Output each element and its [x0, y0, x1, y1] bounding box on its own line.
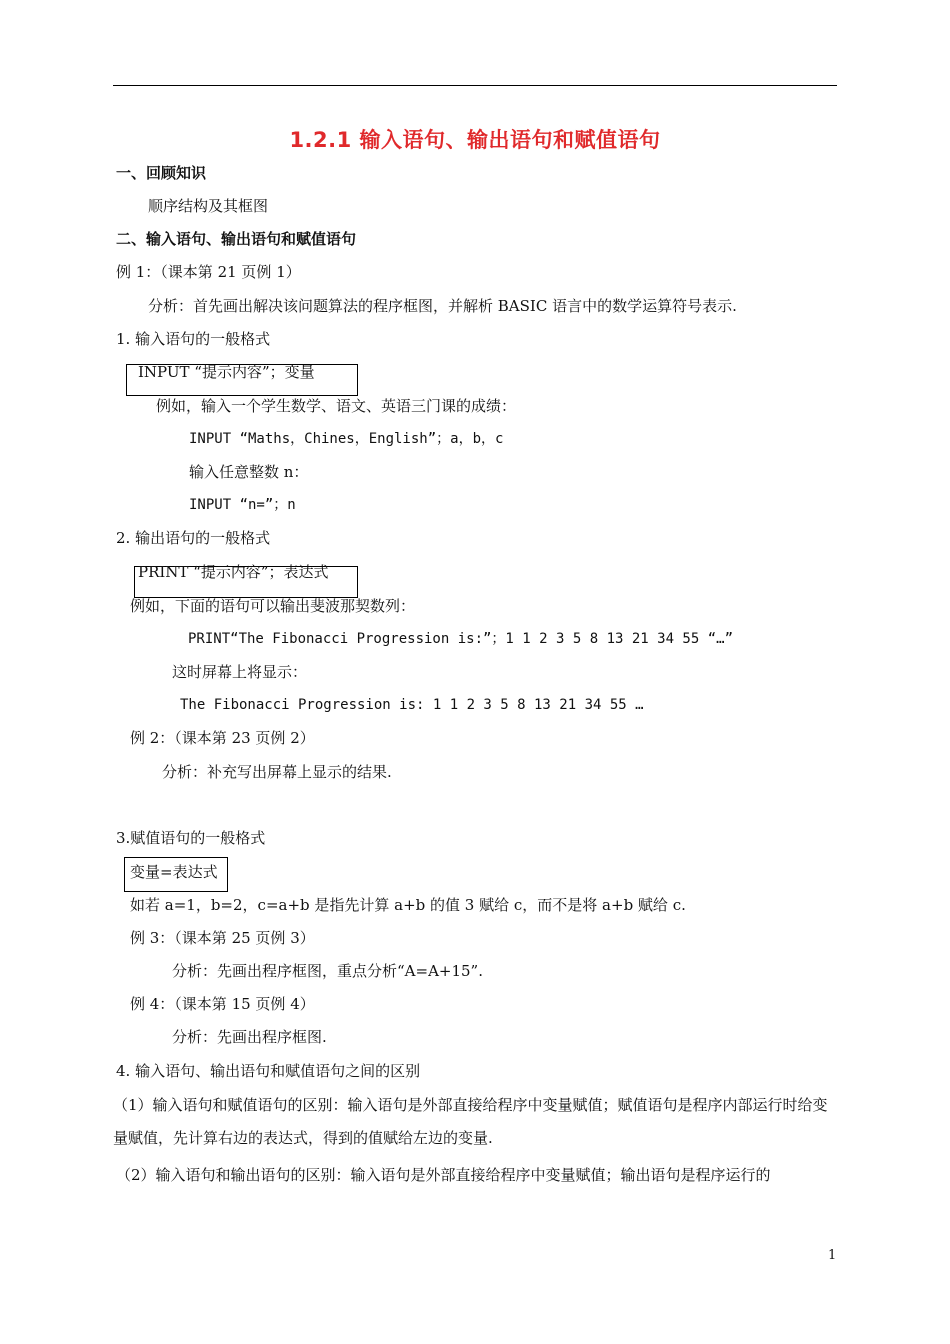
- difference-paragraph-2: （2）输入语句和输出语句的区别：输入语句是外部直接给程序中变量赋值；输出语句是程序运行的: [116, 1166, 771, 1184]
- section1-body: 顺序结构及其框图: [148, 197, 269, 215]
- output-code: PRINT“The Fibonacci Progression is:”；1 1 2 3 5 8 13 21 34 55 “…”: [188, 631, 734, 647]
- assign-format: 变量=表达式: [130, 863, 218, 881]
- output-screen-text: The Fibonacci Progression is: 1 1 2 3 5 8 13 21 34 55 …: [180, 697, 644, 713]
- example3-label: 例 3：（课本第 25 页例 3）: [130, 929, 315, 947]
- assign-heading: 3.赋值语句的一般格式: [116, 829, 266, 847]
- difference-paragraph-1: （1）输入语句和赋值语句的区别：输入语句是外部直接给程序中变量赋值；赋值语句是程序内部运行时给变量赋值，先计算右边的表达式，得到的值赋给左边的变量.: [113, 1096, 828, 1147]
- section2-heading: 二、输入语句、输出语句和赋值语句: [116, 230, 357, 248]
- example4-label: 例 4：（课本第 15 页例 4）: [130, 995, 315, 1013]
- input-format: INPUT “提示内容”；变量: [138, 363, 315, 381]
- section1-heading: 一、回顾知识: [116, 164, 207, 182]
- assign-explain: 如若 a=1，b=2，c=a+b 是指先计算 a+b 的值 3 赋给 c，而不是将 a+b 赋给 c.: [130, 896, 686, 914]
- output-example-intro: 例如，下面的语句可以输出斐波那契数列：: [130, 597, 416, 615]
- header-rule: [113, 85, 837, 86]
- output-heading: 2. 输出语句的一般格式: [116, 529, 271, 547]
- input-heading: 1. 输入语句的一般格式: [116, 330, 271, 348]
- input-code-2: INPUT “n=”；n: [189, 497, 296, 513]
- input-code-1: INPUT “Maths，Chines，English”；a，b，c: [189, 431, 504, 447]
- example1-analysis: 分析：首先画出解决该问题算法的程序框图，并解析 BASIC 语言中的数学运算符号表示.: [148, 297, 737, 315]
- example4-analysis: 分析：先画出程序框图.: [172, 1028, 327, 1046]
- output-format: PRINT “提示内容”；表达式: [138, 563, 329, 581]
- example2-analysis: 分析：补充写出屏幕上显示的结果.: [162, 763, 392, 781]
- output-screen-intro: 这时屏幕上将显示：: [172, 663, 308, 681]
- example3-analysis: 分析：先画出程序框图，重点分析“A=A+15”.: [172, 962, 483, 980]
- example1-label: 例 1：（课本第 21 页例 1）: [116, 263, 301, 281]
- input-example-intro: 例如，输入一个学生数学、语文、英语三门课的成绩：: [156, 397, 517, 415]
- input-line-2: 输入任意整数 n：: [189, 463, 309, 481]
- page-title: 1.2.1 输入语句、输出语句和赋值语句: [289, 128, 661, 152]
- page-number: 1: [828, 1248, 837, 1263]
- difference-heading: 4. 输入语句、输出语句和赋值语句之间的区别: [116, 1062, 421, 1080]
- example2-label: 例 2：（课本第 23 页例 2）: [130, 729, 315, 747]
